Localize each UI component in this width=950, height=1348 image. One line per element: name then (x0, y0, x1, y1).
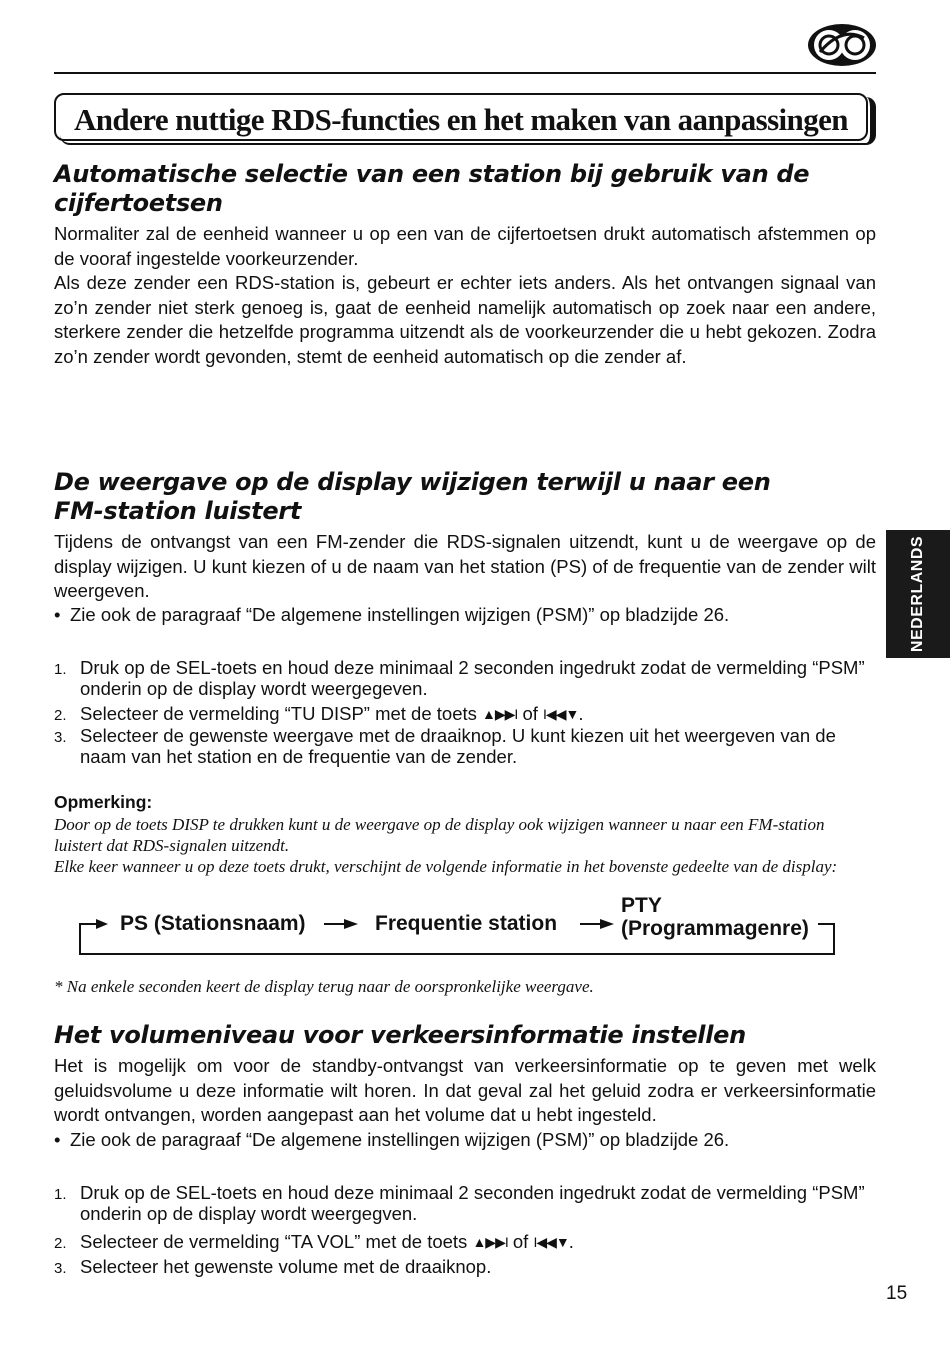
page-title: Andere nuttige RDS-functies en het maken van aanpassingen (74, 102, 848, 137)
prev-down-button-icon: I◀◀▼ (533, 1234, 569, 1250)
section1-paragraph1: Normaliter zal de eenheid wanneer u op een van de cijfertoetsen drukt automatisch afstemmen op de vooraf ingestelde voorkeurzender. (54, 223, 876, 269)
list-item: 2. Selecteer de vermelding “TU DISP” met de toets ▲▶▶I of I◀◀▼. (54, 703, 584, 724)
language-tab-label: NEDERLANDS (909, 535, 926, 653)
section1-heading: Automatische selectie van een station bij gebruik van de cijfertoetsen (54, 160, 810, 217)
up-next-button-icon: ▲▶▶I (472, 1234, 508, 1250)
section2-heading: De weergave op de display wijzigen terwijl u naar een FM-station luistert (54, 468, 771, 525)
list-item: 2. Selecteer de vermelding “TA VOL” met de toets ▲▶▶I of I◀◀▼. (54, 1231, 574, 1252)
bullet-dot: • (54, 604, 61, 625)
note-text-2: Elke keer wanneer u op deze toets drukt, verschijnt de volgende informatie in het bovenste gedeelte van de display: (54, 857, 838, 876)
diagram-item-pty-label: PTY (621, 894, 662, 917)
disc-logo-icon (806, 22, 878, 68)
display-cycle-diagram (78, 892, 838, 958)
note-heading: Opmerking: (54, 792, 153, 812)
language-side-tab (886, 530, 950, 658)
section3-heading: Het volumeniveau voor verkeersinformatie instellen (54, 1021, 746, 1049)
section3-paragraph: Het is mogelijk om voor de standby-ontvangst van verkeersinformatie op te geven met welk geluidsvolume u deze informatie wilt horen. In dat geval zal het geluid zodra er verkeersinformatie wordt ontvangen, worden aangepast aan het volume dat u hebt ingesteld. (54, 1055, 876, 1125)
section1-paragraph2: Als deze zender een RDS-station is, gebeurt er echter iets anders. Als het ontvangen signaal van zo’n zender niet sterk genoeg is, gaat de eenheid namelijk automatisch op zoek naar een andere, sterkere zender die hetzelfde programma uitzendt als de voorkeurzender die u hebt gekozen. Zodra zo’n zender wordt gevonden, stemt de eenheid automatisch op die zender af. (54, 272, 876, 367)
page-number: 15 (886, 1283, 908, 1304)
section3-bullet: • Zie ook de paragraaf “De algemene instellingen wijzigen (PSM)” op bladzijde 26. (54, 1128, 876, 1153)
prev-down-button-icon: I◀◀▼ (543, 706, 579, 722)
list-item: 3. Selecteer het gewenste volume met de draaiknop. (54, 1256, 492, 1277)
diagram-item-pty-genre: (Programmagenre) (621, 917, 809, 940)
bullet-dot: • (54, 1129, 61, 1150)
list-item: 1. Druk op de SEL-toets en houd deze minimaal 2 seconden ingedrukt zodat de vermelding “PSM” onderin op de display wordt weergegeven. (54, 657, 865, 699)
list-item: 1. Druk op de SEL-toets en houd deze minimaal 2 seconden ingedrukt zodat de vermelding “PSM” onderin op de display wordt weergegven. (54, 1182, 865, 1224)
footnote: * Na enkele seconden keert de display terug naar de oorspronkelijke weergave. (54, 977, 594, 996)
up-next-button-icon: ▲▶▶I (482, 706, 518, 722)
list-item: 3. Selecteer de gewenste weergave met de draaiknop. U kunt kiezen uit het weergeven van de naam van het station en de frequentie van de zender. (54, 725, 836, 767)
note-text-1: Door op de toets DISP te drukken kunt u de weergave op de display ook wijzigen wanneer u naar een FM-station luistert dat RDS-signalen uitzendt. (54, 815, 825, 855)
section2-paragraph: Tijdens de ontvangst van een FM-zender die RDS-signalen uitzendt, kunt u de weergave op de display wijzigen. U kunt kiezen of u de naam van het station (PS) of de frequentie van de zender wilt weergeven. (54, 531, 876, 601)
section2-bullet: • Zie ook de paragraaf “De algemene instellingen wijzigen (PSM)” op bladzijde 26. (54, 603, 876, 628)
diagram-item-ps: PS (Stationsnaam) (120, 912, 306, 935)
diagram-item-frequency: Frequentie station (375, 912, 558, 935)
header-rule (54, 72, 876, 74)
